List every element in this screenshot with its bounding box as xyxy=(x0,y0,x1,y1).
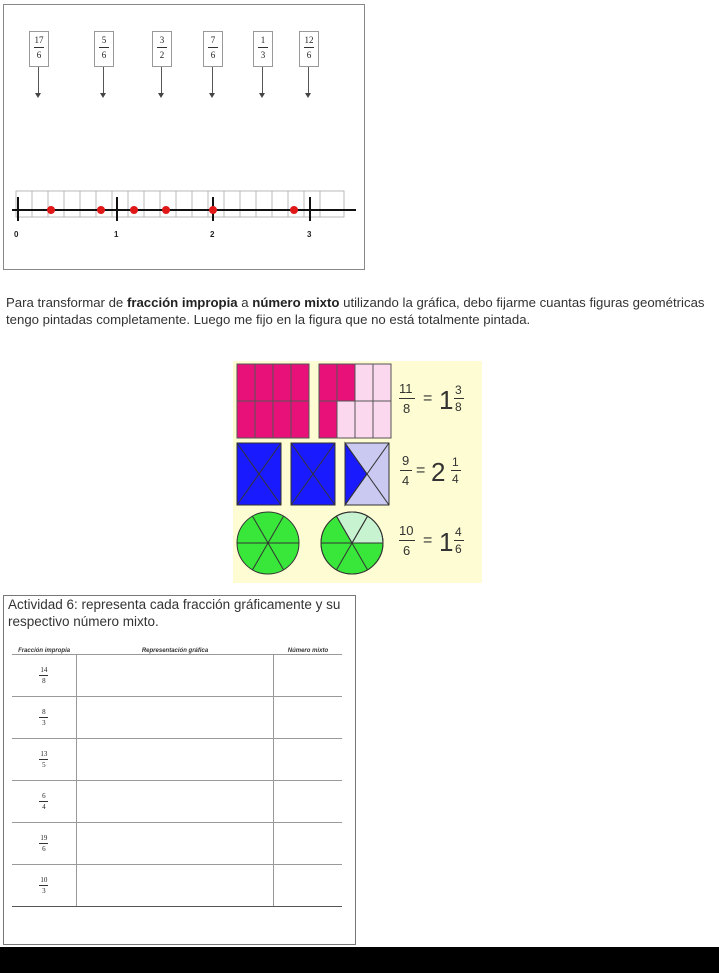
mixed-number-cell[interactable] xyxy=(274,739,342,781)
down-arrow-icon xyxy=(103,67,104,95)
fraction-denominator: 6 xyxy=(210,50,216,60)
equation-numerator: 10 xyxy=(399,523,414,538)
fraction-bar xyxy=(258,47,268,48)
mixed-number-cell[interactable] xyxy=(274,781,342,823)
fraction-card xyxy=(203,31,223,67)
fraction-bar xyxy=(304,47,314,48)
fraction-denominator: 3 xyxy=(260,50,266,60)
cell-numerator: 6 xyxy=(42,792,46,800)
mixed-number-cell[interactable] xyxy=(274,655,342,697)
cell-numerator: 19 xyxy=(40,834,48,842)
equation-bar xyxy=(454,540,464,541)
cell-denominator: 3 xyxy=(42,719,46,727)
fraction-numerator: 1 xyxy=(260,35,266,45)
column-header: Fracción impropia xyxy=(18,648,71,654)
cell-denominator: 4 xyxy=(42,803,46,811)
mixed-numerator: 1 xyxy=(452,455,459,469)
equals-sign: = xyxy=(423,390,433,407)
table-row xyxy=(12,697,342,739)
mixed-denominator: 6 xyxy=(455,542,462,556)
fraction-bar xyxy=(39,675,48,676)
mixed-whole: 1 xyxy=(439,527,454,557)
fraction-bar xyxy=(39,759,48,760)
rectangle-partial xyxy=(319,364,391,438)
table-row xyxy=(12,655,342,697)
down-arrow-icon xyxy=(161,67,162,95)
equation-row xyxy=(397,381,482,423)
down-arrow-icon xyxy=(212,67,213,95)
down-arrow-icon xyxy=(308,67,309,95)
mixed-whole: 1 xyxy=(439,385,454,415)
paragraph-text: a xyxy=(237,295,253,310)
equation-bar xyxy=(454,398,464,399)
activity-table xyxy=(12,642,342,907)
graphic-representation-cell[interactable] xyxy=(76,865,274,907)
fraction-cell xyxy=(12,739,76,781)
graphic-representation-cell[interactable] xyxy=(76,823,274,865)
equation-bar xyxy=(399,398,415,399)
equation-numerator: 9 xyxy=(402,453,410,468)
mixed-number-cell[interactable] xyxy=(274,865,342,907)
table-row xyxy=(12,739,342,781)
table-row xyxy=(12,865,342,907)
mixed-denominator: 4 xyxy=(452,472,459,486)
number-line-panel xyxy=(3,4,365,270)
fraction-denominator: 6 xyxy=(306,50,312,60)
fraction-cell xyxy=(12,865,76,907)
paragraph-text: utilizando la gráfica, debo fijarme cuantas figuras geométricas tengo pintadas completamente. Luego me fijo en la figura que no está totalmente pintada. xyxy=(6,295,705,327)
instruction-paragraph xyxy=(6,294,716,328)
fraction-card xyxy=(253,31,273,67)
graphic-representation-cell[interactable] xyxy=(76,697,274,739)
fraction-cell xyxy=(12,781,76,823)
cell-denominator: 5 xyxy=(42,761,46,769)
fraction-card xyxy=(152,31,172,67)
cell-denominator: 8 xyxy=(42,677,46,685)
fraction-card xyxy=(94,31,114,67)
fraction-cell xyxy=(12,697,76,739)
fraction-bar xyxy=(157,47,167,48)
mixed-number-cell[interactable] xyxy=(274,697,342,739)
fraction-denominator: 6 xyxy=(101,50,107,60)
graphic-representation-cell[interactable] xyxy=(76,655,274,697)
fraction-card xyxy=(29,31,49,67)
equals-sign: = xyxy=(423,532,433,549)
fraction-bar xyxy=(39,717,48,718)
equation-denominator: 4 xyxy=(402,473,410,488)
fraction-bar xyxy=(39,885,48,886)
cell-numerator: 10 xyxy=(40,876,48,884)
graphic-representation-cell[interactable] xyxy=(76,739,274,781)
column-header: Representación gráfica xyxy=(141,648,209,654)
equation-numerator: 11 xyxy=(399,381,413,396)
fraction-card xyxy=(299,31,319,67)
paragraph-bold-term: fracción impropia xyxy=(126,295,238,310)
cell-numerator: 14 xyxy=(40,666,48,674)
equation-row xyxy=(397,523,482,565)
number-line-label: 3 xyxy=(307,230,312,239)
cell-denominator: 3 xyxy=(42,887,46,895)
cell-denominator: 6 xyxy=(42,845,46,853)
fraction-bar xyxy=(34,47,44,48)
table-row xyxy=(12,781,342,823)
fraction-numerator: 7 xyxy=(210,35,216,45)
fraction-bar xyxy=(39,843,48,844)
fraction-denominator: 2 xyxy=(159,50,165,60)
mixed-denominator: 8 xyxy=(455,400,462,414)
equation-bar xyxy=(399,540,415,541)
table-header-row xyxy=(12,642,342,655)
number-line xyxy=(4,185,364,225)
mixed-number-cell[interactable] xyxy=(274,823,342,865)
down-arrow-icon xyxy=(38,67,39,95)
bottom-bar xyxy=(0,947,719,973)
fraction-numerator: 17 xyxy=(34,35,44,45)
equation-bar xyxy=(451,470,461,471)
fraction-bar xyxy=(39,801,48,802)
fraction-cell xyxy=(12,655,76,697)
equation-denominator: 8 xyxy=(403,401,411,416)
fraction-denominator: 6 xyxy=(36,50,42,60)
rectangle-whole xyxy=(237,364,309,438)
fraction-numerator: 5 xyxy=(101,35,107,45)
fraction-numerator: 3 xyxy=(159,35,165,45)
equals-sign: = xyxy=(416,462,426,479)
equation-row xyxy=(397,453,482,495)
paragraph-text: Para transformar de xyxy=(6,295,127,310)
column-header: Número mixto xyxy=(287,648,329,654)
mixed-numerator: 4 xyxy=(455,525,462,539)
number-line-label: 1 xyxy=(114,230,119,239)
activity-title: Actividad 6: representa cada fracción gráficamente y su respectivo número mixto. xyxy=(8,597,341,629)
cell-numerator: 13 xyxy=(40,750,48,758)
examples-panel xyxy=(233,361,482,583)
fraction-bar xyxy=(99,47,109,48)
paragraph-bold-term: número mixto xyxy=(252,295,340,310)
mixed-whole: 2 xyxy=(431,457,446,487)
graphic-representation-cell[interactable] xyxy=(76,781,274,823)
fraction-bar xyxy=(208,47,218,48)
number-line-label: 2 xyxy=(210,230,215,239)
down-arrow-icon xyxy=(262,67,263,95)
equation-bar xyxy=(400,470,412,471)
number-line-label: 0 xyxy=(14,230,19,239)
cell-numerator: 8 xyxy=(42,708,46,716)
fraction-numerator: 12 xyxy=(304,35,314,45)
equation-denominator: 6 xyxy=(403,543,411,558)
table-row xyxy=(12,823,342,865)
fraction-cell xyxy=(12,823,76,865)
mixed-numerator: 3 xyxy=(455,383,462,397)
